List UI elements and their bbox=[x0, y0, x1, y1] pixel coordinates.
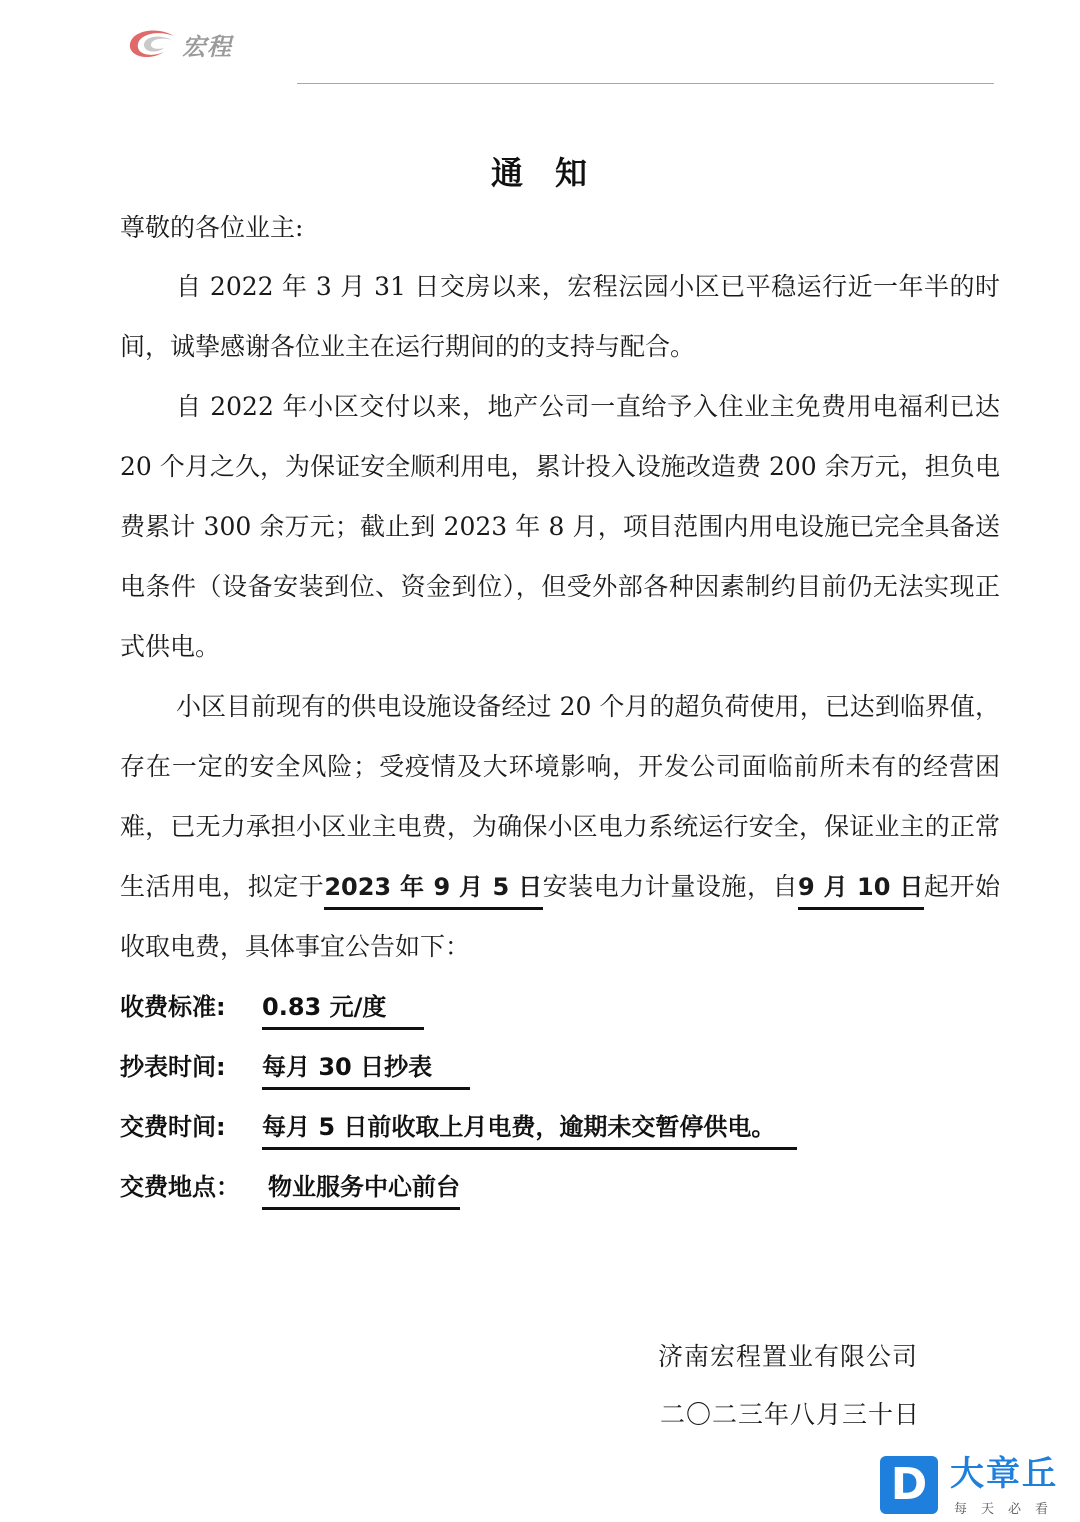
paragraph-3-text-b: 安装电力计量设施，自 bbox=[542, 872, 799, 901]
watermark-tagline: 每天必看 bbox=[954, 1502, 1063, 1517]
fee-value: 每月 5 日前收取上月电费，逾期未交暂停供电。 bbox=[262, 1107, 797, 1150]
fee-row-standard bbox=[120, 987, 424, 1031]
fee-label: 交费时间: bbox=[120, 1113, 226, 1141]
fee-row-payment-location bbox=[120, 1167, 460, 1211]
signature-date: 二〇二三年八月三十日 bbox=[660, 1400, 921, 1429]
fee-row-payment-time bbox=[120, 1107, 797, 1151]
charge-start-date: 9 月 10 日 bbox=[798, 873, 924, 910]
fee-row-meter-reading bbox=[120, 1047, 470, 1091]
paragraph-3-text-c: 起开始收取电费，具体事宜公告如下： bbox=[120, 872, 1000, 961]
logo-text: 宏程 bbox=[182, 32, 232, 61]
notice-title: 通知 bbox=[490, 154, 619, 192]
paragraph-2: 自 2022 年小区交付以来，地产公司一直给予入住业主免费用电福利已达 20 个月之久，为保证安全顺利用电，累计投入设施改造费 200 余万元，担负电费累计 300 余万元；截止到 2023 年 8 月，项目范围内用电设施已完全具备送电条件（设备安装到位、资金到位），但受外部各种因素制约目前仍无法实现正式供电。 bbox=[120, 392, 1000, 661]
fee-value: 0.83 元/度 bbox=[262, 987, 424, 1030]
paragraph-3 bbox=[120, 677, 1000, 977]
paragraph-3-text-a: 小区目前现有的供电设施设备经过 20 个月的超负荷使用，已达到临界值，存在一定的安全风险；受疫情及大环境影响，开发公司面临前所未有的经营困难，已无力承担小区业主电费，为确保小区电力系统运行安全，保证业主的正常生活用电，拟定于 bbox=[120, 692, 1000, 901]
fee-value: 每月 30 日抄表 bbox=[262, 1047, 470, 1090]
watermark-name: 大章丘 bbox=[950, 1454, 1058, 1494]
fee-label: 抄表时间: bbox=[120, 1053, 226, 1081]
install-date: 2023 年 9 月 5 日 bbox=[324, 873, 542, 910]
greeting: 尊敬的各位业主: bbox=[120, 213, 304, 242]
signature-company: 济南宏程置业有限公司 bbox=[658, 1342, 919, 1371]
watermark bbox=[880, 1454, 1080, 1522]
header-rule bbox=[297, 83, 994, 84]
company-logo bbox=[128, 24, 258, 64]
fee-label: 收费标准: bbox=[120, 993, 226, 1021]
paragraph-1: 自 2022 年 3 月 31 日交房以来，宏程沄园小区已平稳运行近一年半的时间，诚挚感谢各位业主在运行期间的的支持与配合。 bbox=[120, 272, 1000, 361]
fee-label: 交费地点： bbox=[120, 1173, 240, 1201]
swirl-logo-icon bbox=[128, 28, 178, 60]
fee-value: 物业服务中心前台 bbox=[262, 1167, 460, 1210]
watermark-badge-icon: D bbox=[880, 1456, 938, 1514]
